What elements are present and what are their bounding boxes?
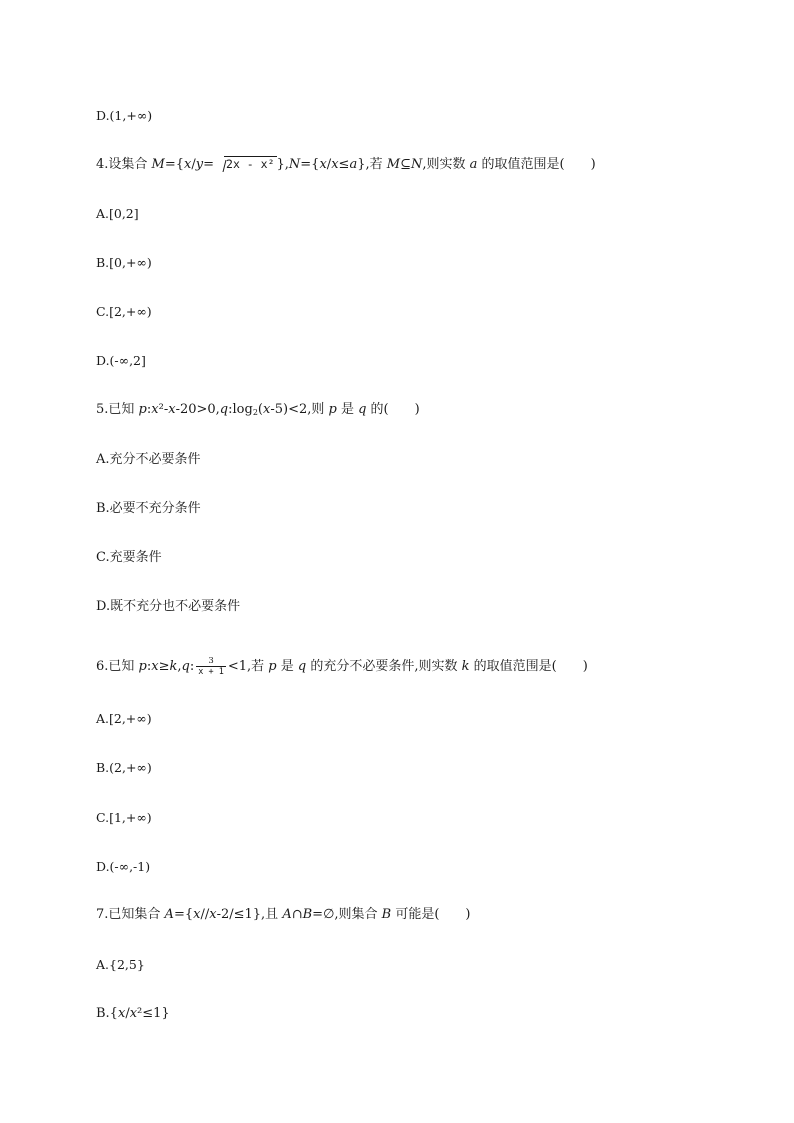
question-5: 5.已知 $p:x^2-x-20>0,q:\log_2(x-5)<2$,则 p 是 q 的( ): [96, 402, 420, 417]
q6-option-c: C.[1,+∞): [96, 810, 152, 825]
q4-option-d: D.(-∞,2]: [96, 353, 146, 368]
q5-option-d: D.既不充分也不必要条件: [96, 599, 241, 614]
square-root: [215, 156, 276, 173]
q4-option-a: A.[0,2]: [96, 206, 139, 221]
question-number: 6.: [96, 659, 109, 674]
question-number: 4.: [96, 157, 109, 172]
fraction-numerator: 3: [208, 656, 214, 666]
question-4: 4.设集合 M={x/y= 2x - x² },N={x/x≤a},若 M⊆N,则实数 a 的取值范围是( ): [96, 157, 596, 172]
q5-option-c: C.充要条件: [96, 550, 162, 565]
fraction-denominator: x + 1: [198, 667, 224, 677]
radicand: 2x - x²: [226, 157, 275, 171]
q5-option-b: B.必要不充分条件: [96, 501, 201, 516]
q3-option-d: D.(1,+∞): [96, 108, 153, 123]
q4-option-c: C.[2,+∞): [96, 304, 152, 319]
q4-option-b: B.[0,+∞): [96, 255, 152, 270]
q7-option-a: A.{2,5}: [96, 957, 145, 972]
question-number: 7.: [96, 907, 109, 922]
fraction: [196, 656, 226, 677]
q6-option-d: D.(-∞,-1): [96, 859, 151, 874]
q5-option-a: A.充分不必要条件: [96, 452, 201, 467]
question-6: 6.已知 p:x≥k,q: $\frac{3}{x + 1}$ <1,若 p 是 q 的充分不必要条件,则实数 k 的取值范围是( ): [96, 656, 588, 677]
q7-option-b: B.{x/x²≤1}: [96, 1006, 170, 1021]
question-number: 5.: [96, 402, 109, 417]
q6-option-b: B.(2,+∞): [96, 760, 152, 775]
q6-option-a: A.[2,+∞): [96, 711, 152, 726]
question-7: 7.已知集合 A={x//x-2/≤1},且 A∩B=∅,则集合 B 可能是( ): [96, 907, 471, 922]
